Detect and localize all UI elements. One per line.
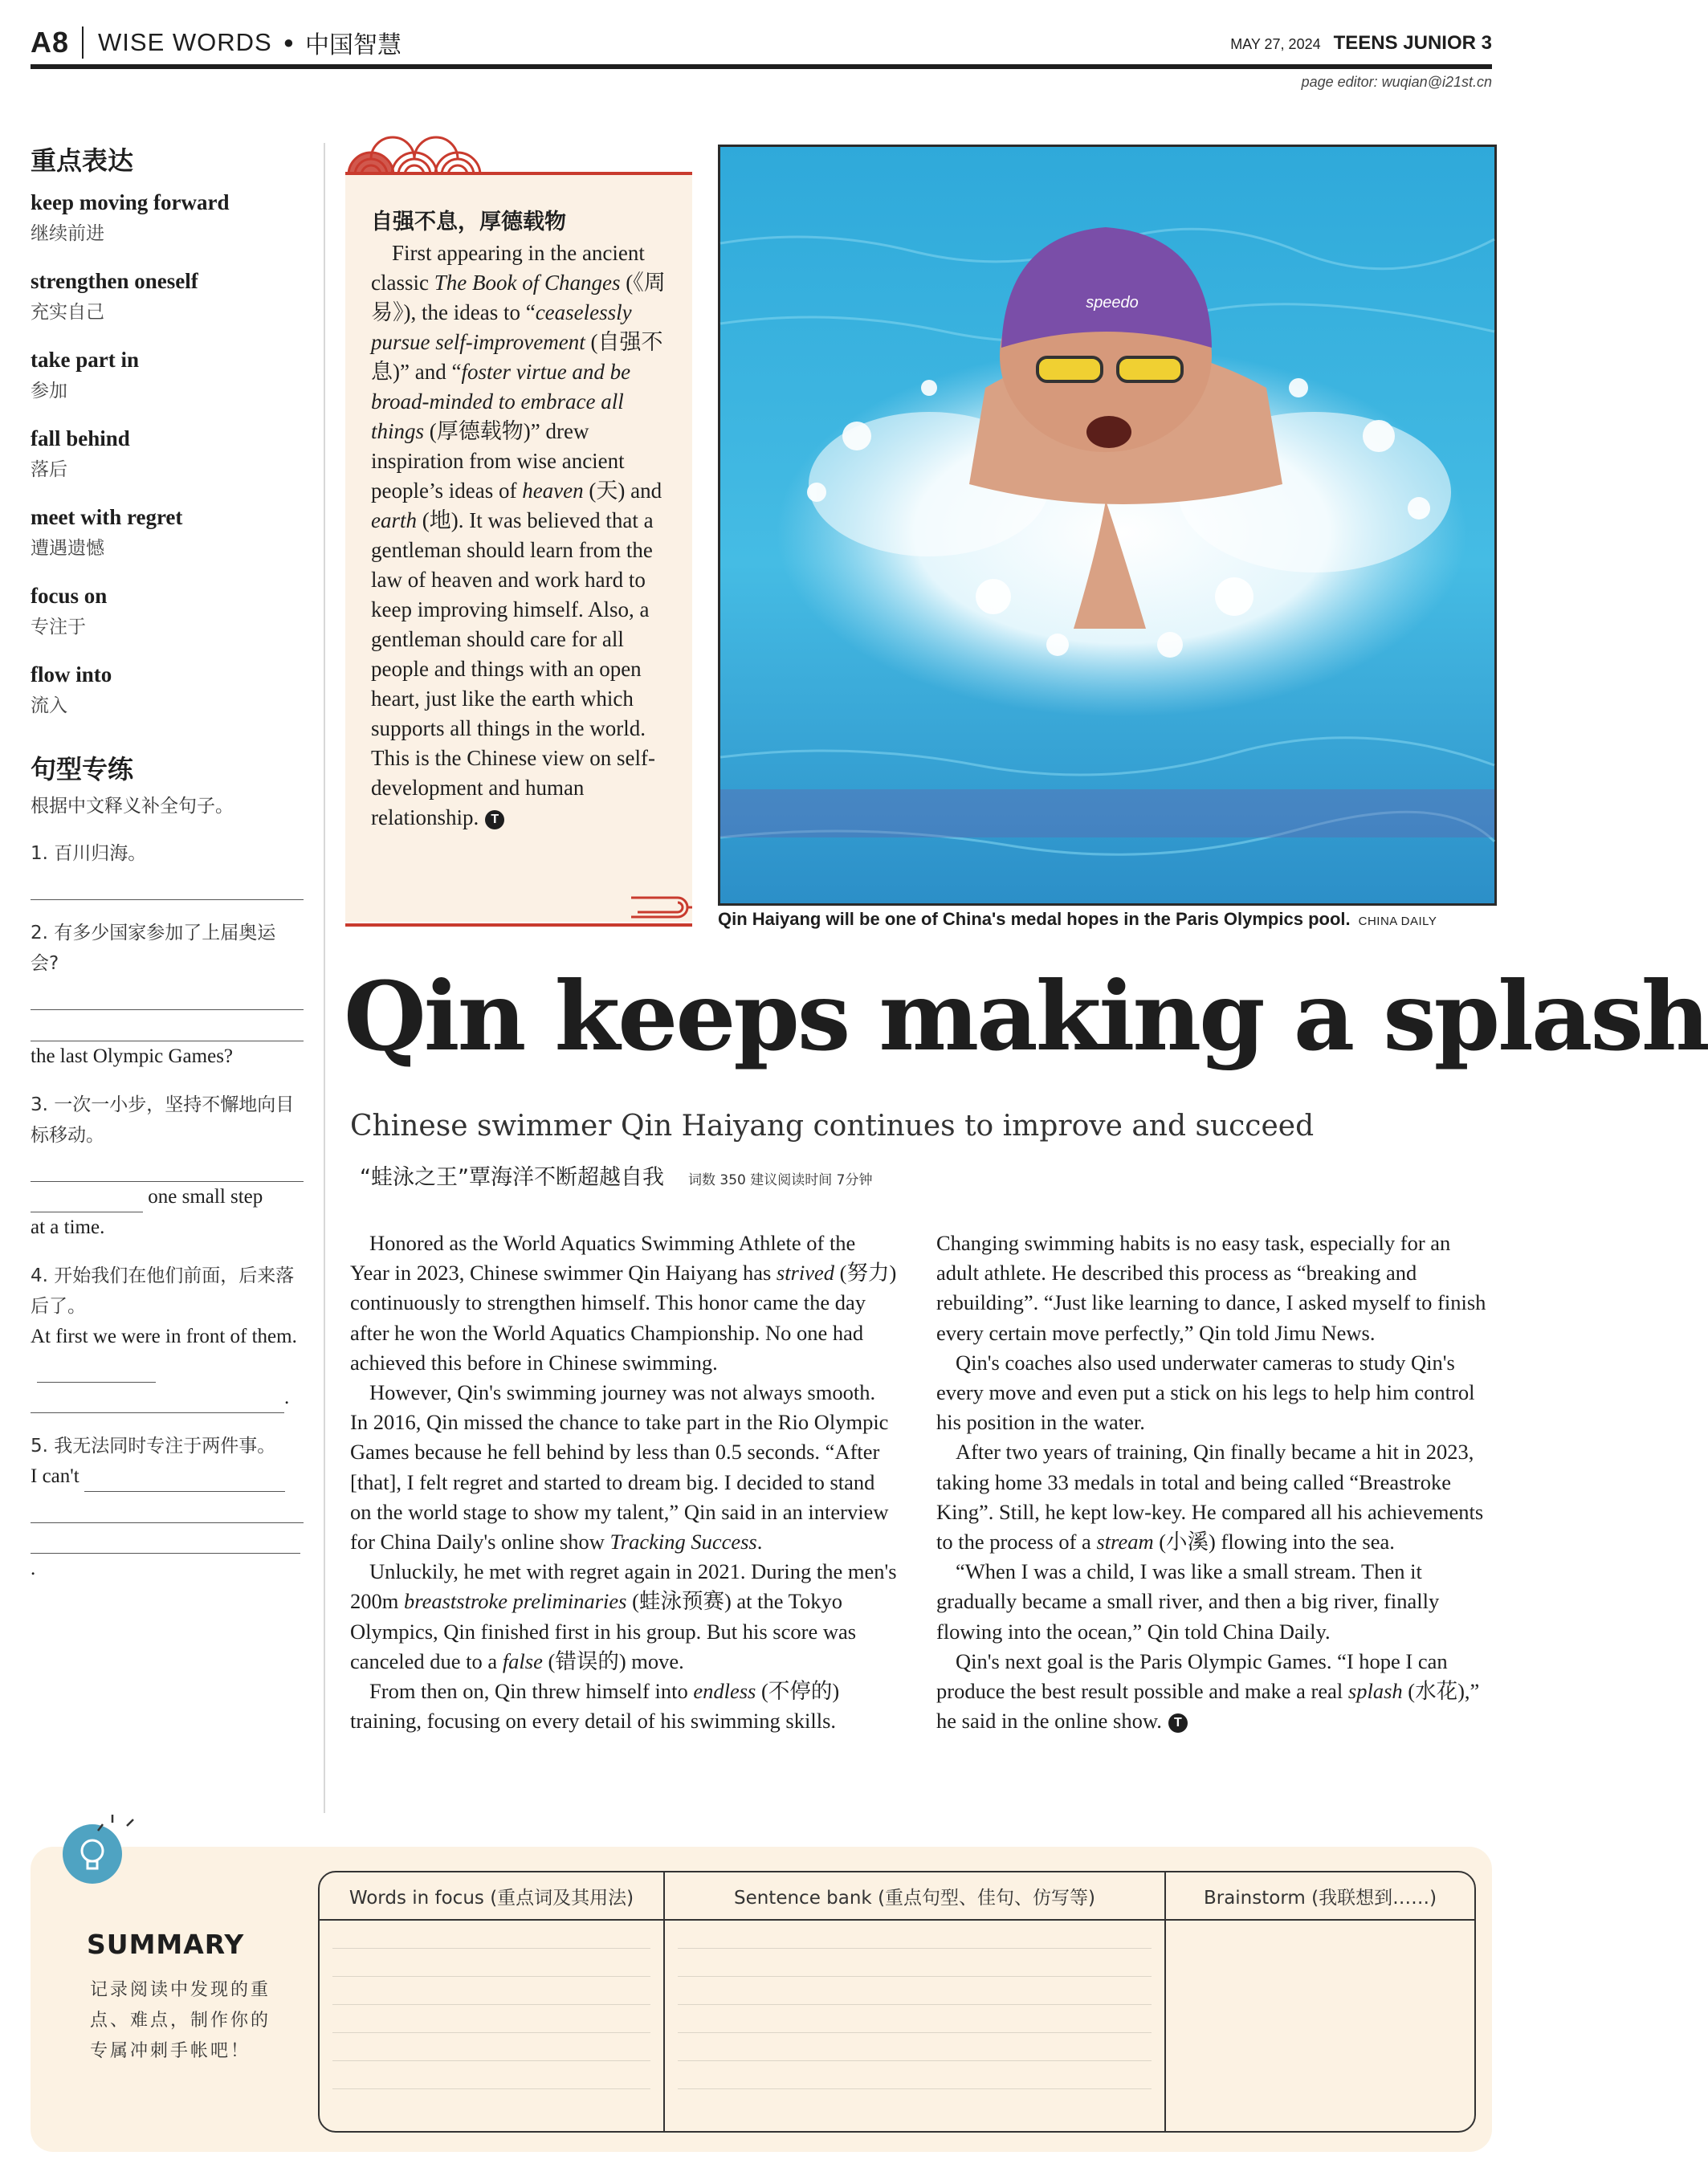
expression-cn: 落后 <box>31 459 67 480</box>
column-header: Brainstorm (我联想到……) <box>1166 1872 1474 1921</box>
paragraph-text: After two years of training, Qin finally became a hit in 2023, taking home 33 medals in total and being called “Breastroke King”. Still, he kept low-key. He compared all his achievements to the process of a <box>936 1440 1484 1554</box>
exercise-start: I can't <box>31 1465 79 1487</box>
key-expressions-heading: 重点表达 <box>31 145 134 176</box>
article-subheadline: Chinese swimmer Qin Haiyang continues to improve and succeed <box>350 1110 1315 1143</box>
section-separator: ● <box>283 32 294 52</box>
summary-table <box>318 1871 1476 2133</box>
sidebar-text: (《周易》), the ideas to “ <box>371 271 666 324</box>
exercise-prompt: 5. 我无法同时专注于两件事。 <box>31 1436 276 1457</box>
exercise-middle: one small step <box>148 1186 263 1208</box>
section-title-cn: 中国智慧 <box>305 32 402 59</box>
page-header <box>31 24 402 61</box>
article-column-1 <box>350 1228 898 1736</box>
glossed-word: stream <box>1096 1530 1154 1554</box>
photo-caption <box>718 909 1492 930</box>
paragraph-text: Qin's next goal is the Paris Olympic Games. “I hope I can produce the best result possible and make a real <box>936 1648 1448 1704</box>
expression-en: keep moving forward <box>31 190 230 214</box>
article-paragraph <box>936 1437 1495 1557</box>
column-header: Sentence bank (重点句型、佳句、仿写等) <box>665 1872 1164 1921</box>
exercise-period: . <box>284 1387 290 1408</box>
book-title: The Book of Changes <box>434 271 621 295</box>
exercise-ending: the last Olympic Games? <box>31 1045 234 1067</box>
header-divider <box>82 26 84 59</box>
exercise-ending: at a time. <box>31 1216 105 1238</box>
expression-item <box>31 348 304 402</box>
expression-cn: 遭遇遗憾 <box>31 538 104 559</box>
cap-logo: speedo <box>1086 294 1139 312</box>
paragraph-text: (不停的) training, focusing on every detail of his swimming skills. <box>350 1679 840 1734</box>
culture-sidebar <box>371 207 676 833</box>
paragraph-text: However, Qin's swimming journey was not always smooth. In 2016, Qin missed the chance to take part in the Rio Olympic Games because he fell behind by less than 0.5 seconds. “After [that], I felt regret and started to dream big. I decided to stand on the world stage to show my talent,” Qin said in an interview for China Daily's online show <box>350 1380 889 1554</box>
publication-name: TEENS JUNIOR 3 <box>1333 32 1492 54</box>
expression-en: take part in <box>31 348 139 372</box>
article-headline: Qin keeps making a splash <box>344 960 1708 1072</box>
expression-item <box>31 190 304 245</box>
expression-en: strengthen oneself <box>31 269 198 293</box>
paragraph-text: From then on, Qin threw himself into <box>369 1679 694 1704</box>
paragraph-text: Honored as the World Aquatics Swimming Athlete of the Year in 2023, Chinese swimmer Qin Haiyang has <box>350 1231 856 1286</box>
reading-meta: 词数 350 建议阅读时间 7分钟 <box>687 1172 873 1188</box>
end-mark-icon: T <box>1168 1713 1188 1733</box>
scroll-ornament-icon <box>630 890 694 927</box>
expression-item <box>31 269 304 324</box>
exercise-prompt: 1. 百川归海。 <box>31 843 147 864</box>
key-phrase: foster virtue and be broad-minded to embrace all things <box>371 360 631 443</box>
key-expressions-list <box>31 190 304 717</box>
article-column-2 <box>936 1228 1495 1736</box>
glossed-word: breaststroke preliminaries <box>404 1589 627 1614</box>
expression-cn: 流入 <box>31 695 67 716</box>
page-editor: page editor: wuqian@i21st.cn <box>1301 74 1492 90</box>
swimmer-photo <box>718 145 1497 906</box>
key-word: earth <box>371 508 417 532</box>
expression-en: flow into <box>31 662 112 687</box>
answer-line[interactable] <box>31 1151 304 1182</box>
article-paragraph <box>936 1647 1495 1737</box>
sidebar-text: (自强不息)” and “ <box>371 330 663 384</box>
column-divider <box>324 143 325 1813</box>
answer-line[interactable] <box>37 1355 156 1383</box>
paragraph-text: . <box>756 1530 763 1554</box>
answer-line[interactable] <box>31 1385 284 1413</box>
paragraph-text: (努力) continuously to strengthen himself. This honor came the day after he won the World Aquatics Championship. No one had achieved this before in Chinese swimming. <box>350 1261 897 1375</box>
expression-item <box>31 584 304 638</box>
glossed-word: strived <box>776 1261 835 1286</box>
expression-item <box>31 505 304 560</box>
page-number: A8 <box>31 26 70 59</box>
paragraph-text: (小溪) flowing into the sea. <box>1153 1530 1395 1554</box>
sentence-bank-column[interactable] <box>665 1872 1166 2131</box>
sidebar-top-rule <box>345 172 692 175</box>
article-paragraph <box>350 1378 898 1557</box>
issue-info <box>1230 32 1492 55</box>
answer-line[interactable] <box>31 979 304 1010</box>
column-header: Words in focus (重点词及其用法) <box>320 1872 663 1921</box>
section-title: WISE WORDS <box>98 28 272 56</box>
paragraph-text: (蛙泳预赛) at the Tokyo Olympics, Qin finished first in his group. But his score was canceled due to a <box>350 1589 857 1673</box>
summary-title: SUMMARY <box>87 1929 245 1960</box>
answer-line[interactable] <box>31 1492 304 1523</box>
sidebar-text: First appearing in the ancient classic <box>371 241 645 295</box>
sidebar-text: (厚德载物)” drew inspiration from wise ancient people’s ideas of <box>371 419 625 503</box>
exercise-prompt: 4. 开始我们在他们前面，后来落后了。 <box>31 1265 295 1317</box>
words-in-focus-column[interactable] <box>320 1872 665 2131</box>
article-subheadline-cn <box>360 1159 872 1191</box>
key-phrase: ceaselessly pursue self-improvement <box>371 300 632 354</box>
expression-en: fall behind <box>31 426 130 450</box>
issue-date: MAY 27, 2024 <box>1230 36 1321 52</box>
exercise-1 <box>31 838 304 900</box>
exercise-prompt: 2. 有多少国家参加了上届奥运会? <box>31 923 276 974</box>
exercise-5 <box>31 1431 304 1584</box>
expression-cn: 参加 <box>31 381 67 401</box>
end-mark-icon: T <box>485 810 504 829</box>
practice-heading: 句型专练 <box>31 754 134 784</box>
answer-line[interactable] <box>31 869 304 900</box>
glossed-word: splash <box>1347 1679 1403 1704</box>
photo-credit: CHINA DAILY <box>1358 915 1437 928</box>
caption-text: Qin Haiyang will be one of China's medal hopes in the Paris Olympics pool. <box>718 909 1351 929</box>
expression-en: meet with regret <box>31 505 183 529</box>
header-rule <box>31 64 1492 69</box>
expression-cn: 专注于 <box>31 617 86 638</box>
light-rays-icon <box>95 1811 143 1836</box>
exercise-prompt: 3. 一次一小步，坚持不懈地向目标移动。 <box>31 1094 295 1146</box>
exercise-4 <box>31 1261 304 1413</box>
exercise-2 <box>31 918 304 1072</box>
answer-line[interactable] <box>31 1184 143 1212</box>
expression-cn: 充实自己 <box>31 302 104 323</box>
answer-line[interactable] <box>31 1010 304 1041</box>
expression-item <box>31 662 304 717</box>
wave-pattern-icon <box>347 135 483 177</box>
expression-item <box>31 426 304 481</box>
left-column <box>31 141 304 1584</box>
show-title: Tracking Success <box>609 1530 757 1554</box>
practice-instruction: 根据中文释义补全句子。 <box>31 796 234 817</box>
answer-line[interactable] <box>84 1464 285 1492</box>
article-paragraph: Qin's coaches also used underwater cameras to study Qin's every move and even put a stick on his legs to help him control his position in the water. <box>936 1350 1475 1435</box>
sidebar-text: (天) and <box>583 479 662 503</box>
article-paragraph <box>350 1228 898 1378</box>
glossed-word: false <box>502 1648 543 1673</box>
glossed-word: endless <box>693 1679 756 1704</box>
exercise-3 <box>31 1090 304 1243</box>
paragraph-text: (水花),” he said in the online show. <box>936 1679 1480 1734</box>
sidebar-text: (地). It was believed that a gentleman should learn from the law of heaven and work hard to keep improving himself. Also, a gentleman should care for all people and things with an open heart, just like the earth which supports all things in the world. This is the Chinese view on self-development and human relationship. <box>371 508 655 829</box>
brainstorm-column[interactable] <box>1166 1872 1474 2131</box>
sidebar-body <box>371 238 676 833</box>
exercise-start: At first we were in front of them. <box>31 1326 297 1347</box>
exercise-period: . <box>31 1558 36 1579</box>
article-paragraph: Changing swimming habits is no easy task, especially for an adult athlete. He described this process as “breaking and rebuilding”. “Just like learning to dance, I asked myself to finish every certain move perfectly,” Qin told Jimu News. <box>936 1231 1486 1345</box>
subheadline-cn-text: “蛙泳之王”覃海洋不断超越自我 <box>360 1165 664 1190</box>
article-paragraph <box>350 1677 898 1736</box>
expression-cn: 继续前进 <box>31 223 104 244</box>
summary-description: 记录阅读中发现的重点、难点，制作你的专属冲刺手帐吧！ <box>90 1980 271 2061</box>
sidebar-title: 自强不息，厚德载物 <box>371 210 566 234</box>
key-word: heaven <box>522 479 584 503</box>
paragraph-text: (错误的) move. <box>542 1648 684 1673</box>
article-paragraph <box>350 1557 898 1677</box>
expression-en: focus on <box>31 584 108 608</box>
paragraph-text: Unluckily, he met with regret again in 2021. During the men's 200m <box>350 1559 897 1614</box>
article-paragraph: “When I was a child, I was like a small stream. Then it gradually became a small river, and then a big river, finally flowing into the ocean,” Qin told China Daily. <box>936 1559 1440 1644</box>
answer-line[interactable] <box>31 1526 300 1554</box>
